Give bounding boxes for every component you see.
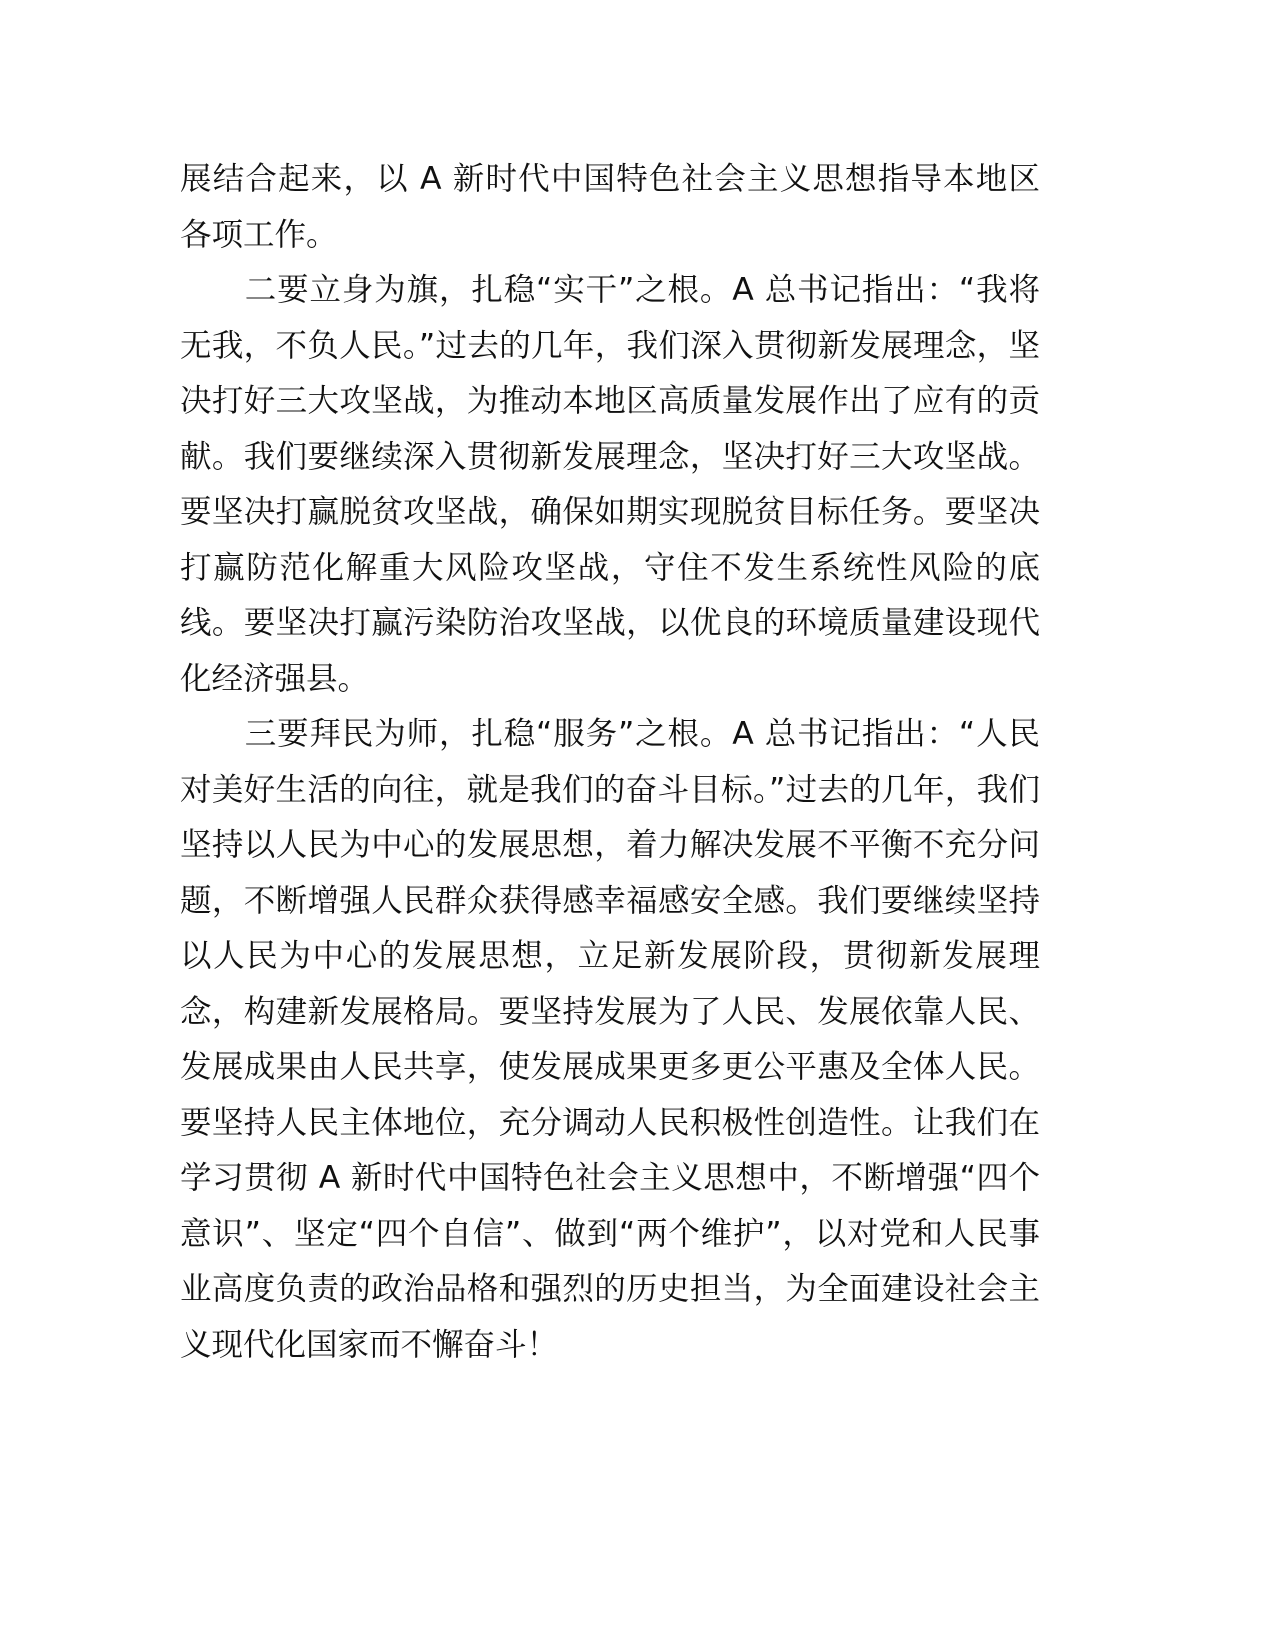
paragraph-two: 二要立身为旗，扎稳“实干”之根。A 总书记指出：“我将无我，不负人民。”过去的几年，我们深入贯彻新发展理念，坚决打好三大攻坚战，为推动本地区高质量发展作出了应有的贡献。我们要继续深入贯彻新发展理念，坚决打好三大攻坚战。要坚决打赢脱贫攻坚战，确保如期实现脱贫目标任务。要坚决打赢防范化解重大风险攻坚战，守住不发生系统性风险的底线。要坚决打赢污染防治攻坚战，以优良的环境质量建设现代化经济强县。	[180, 272, 1040, 697]
paragraph-three: 三要拜民为师，扎稳“服务”之根。A 总书记指出：“人民对美好生活的向往，就是我们的奋斗目标。”过去的几年，我们坚持以人民为中心的发展思想，着力解决发展不平衡不充分问题，不断增强人民群众获得感幸福感安全感。我们要继续坚持以人民为中心的发展思想，立足新发展阶段，贯彻新发展理念，构建新发展格局。要坚持发展为了人民、发展依靠人民、发展成果由人民共享，使发展成果更多更公平惠及全体人民。要坚持人民主体地位，充分调动人民积极性创造性。让我们在学习贯彻 A 新时代中国特色社会主义思想中，不断增强“四个意识”、坚定“四个自信”、做到“两个维护”，以对党和人民事业高度负责的政治品格和强烈的历史担当，为全面建设社会主义现代化国家而不懈奋斗！	[180, 716, 1040, 1363]
document-body	[180, 152, 1040, 1373]
paragraph-continuation: 展结合起来，以 A 新时代中国特色社会主义思想指导本地区各项工作。	[180, 161, 1040, 253]
